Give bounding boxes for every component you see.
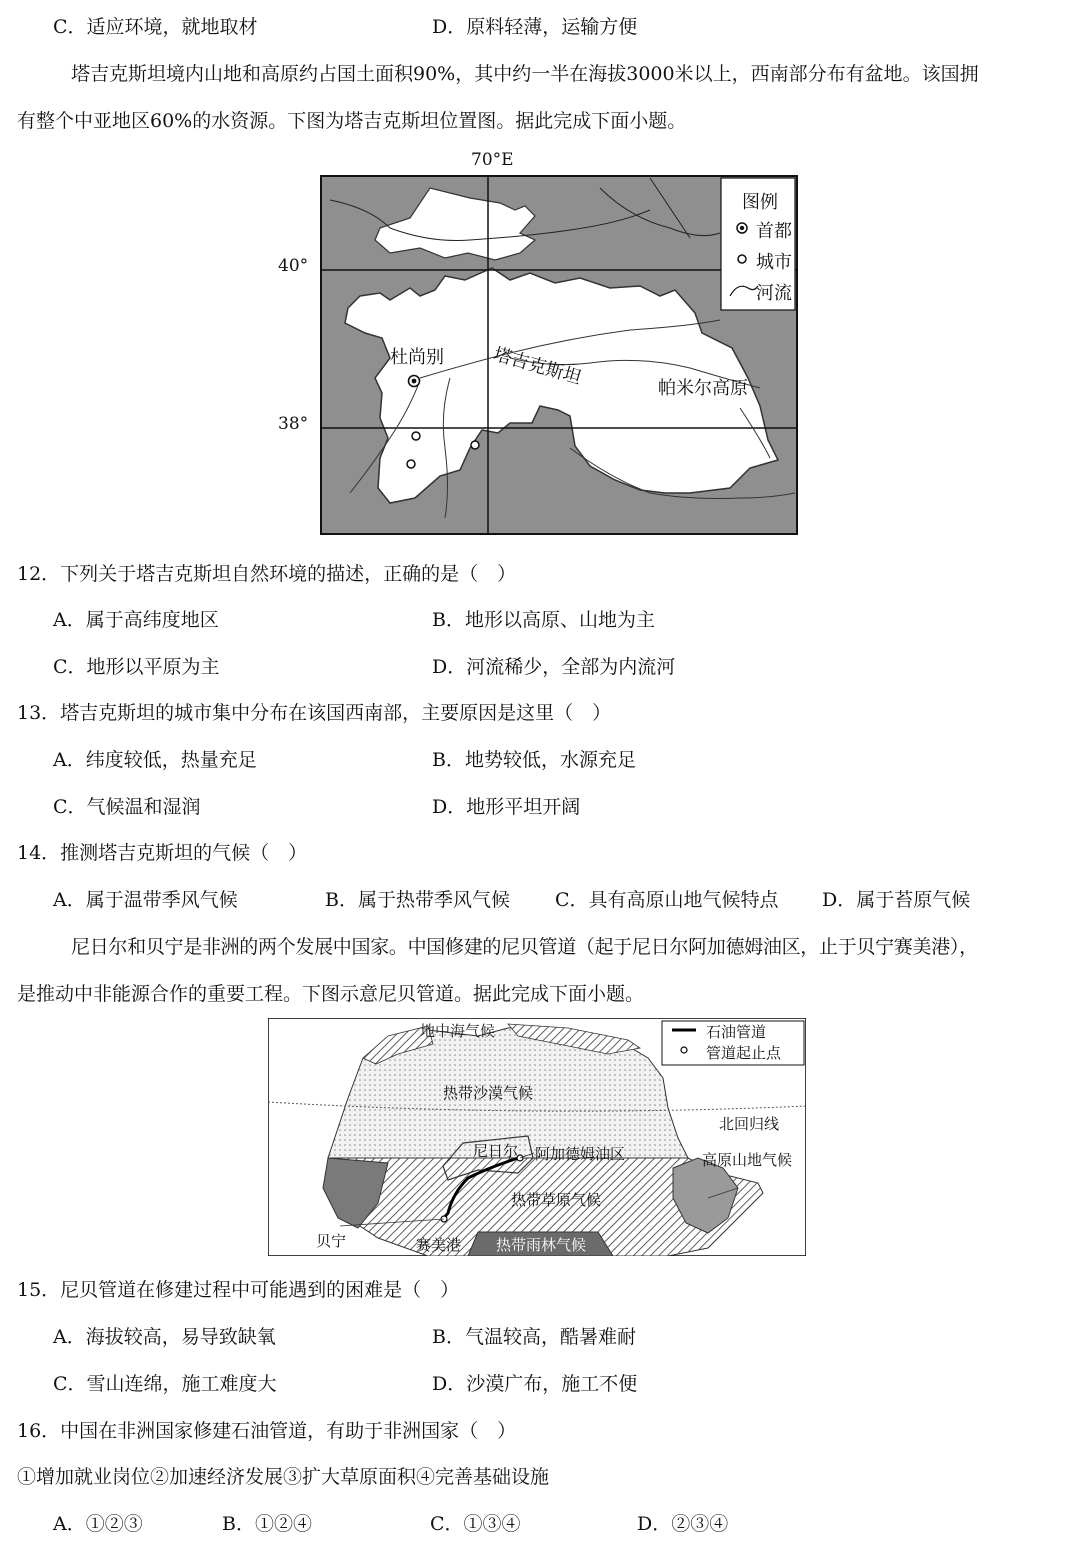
q13-stem: 13．塔吉克斯坦的城市集中分布在该国西南部，主要原因是这里（ ）: [17, 702, 612, 724]
q15-stem: 15．尼贝管道在修建过程中可能遇到的困难是（ ）: [17, 1279, 460, 1301]
map1-legend-city: 城市: [756, 252, 792, 273]
map2-legend-pipeline: 石油管道: [706, 1023, 767, 1041]
q14-option-d: D．属于苔原气候: [822, 889, 971, 911]
q15-option-a: A．海拔较高，易导致缺氧: [53, 1326, 276, 1348]
map1-lat-bottom: 38°: [278, 414, 309, 434]
q12-option-a: A．属于高纬度地区: [53, 609, 219, 631]
q12-option-d: D．河流稀少，全部为内流河: [432, 656, 676, 678]
map2-benin-label: 贝宁: [316, 1232, 347, 1250]
q12-option-b: B．地形以高原、山地为主: [432, 609, 655, 631]
map2-highland-label: 高原山地气候: [702, 1151, 793, 1169]
map1-legend-capital: 首都: [756, 221, 792, 242]
q16-items: ①增加就业岗位②加速经济发展③扩大草原面积④完善基础设施: [17, 1466, 550, 1488]
q14-option-a: A．属于温带季风气候: [53, 889, 238, 911]
q16-option-c: C．①③④: [430, 1513, 521, 1535]
map2-legend-point: 管道起止点: [706, 1044, 782, 1062]
africa-pipeline-map: [268, 1018, 806, 1256]
q15-option-d: D．沙漠广布，施工不便: [432, 1373, 638, 1395]
q14-option-b: B．属于热带季风气候: [325, 889, 510, 911]
q15-option-c: C．雪山连绵，施工难度大: [53, 1373, 277, 1395]
map1-legend-river: 河流: [756, 283, 792, 304]
passage2-line1: 尼日尔和贝宁是非洲的两个发展中国家。中国修建的尼贝管道（起于尼日尔阿加德姆油区，止于贝宁赛美港），: [71, 936, 978, 958]
q11-option-c: C．适应环境，就地取材: [53, 16, 258, 38]
q13-option-a: A．纬度较低，热量充足: [53, 749, 257, 771]
q12-option-c: C．地形以平原为主: [53, 656, 220, 678]
q14-stem: 14．推测塔吉克斯坦的气候（ ）: [17, 842, 308, 864]
map1-plateau-label: 帕米尔高原: [658, 378, 748, 399]
q16-option-b: B．①②④: [222, 1513, 312, 1535]
q14-option-c: C．具有高原山地气候特点: [555, 889, 779, 911]
passage1-line1: 塔吉克斯坦境内山地和高原约占国土面积90%，其中约一半在海拔3000米以上，西南部分布有盆地。该国拥: [71, 63, 979, 85]
map2-agadem-label: 阿加德姆油区: [535, 1145, 626, 1163]
q15-option-b: B．气温较高，酷暑难耐: [432, 1326, 636, 1348]
q13-option-b: B．地势较低，水源充足: [432, 749, 636, 771]
passage1-line2: 有整个中亚地区60%的水资源。下图为塔吉克斯坦位置图。据此完成下面小题。: [17, 110, 687, 132]
tajikistan-map: [270, 148, 810, 540]
map2-seme-label: 赛美港: [416, 1236, 462, 1254]
map2-rainforest-label: 热带雨林气候: [496, 1236, 587, 1254]
map2-mediterranean-label: 地中海气候: [420, 1022, 496, 1040]
q16-stem: 16．中国在非洲国家修建石油管道，有助于非洲国家（ ）: [17, 1420, 517, 1442]
q16-option-a: A．①②③: [53, 1513, 143, 1535]
map2-tropic-label: 北回归线: [719, 1115, 780, 1133]
map1-legend-title: 图例: [742, 192, 778, 213]
map1-country-label: 塔吉克斯坦: [491, 343, 584, 389]
q16-option-d: D．②③④: [637, 1513, 729, 1535]
map2-savanna-label: 热带草原气候: [511, 1191, 602, 1209]
map1-lat-top: 40°: [278, 256, 309, 276]
map2-desert-label: 热带沙漠气候: [443, 1084, 534, 1102]
map2-niger-label: 尼日尔: [473, 1142, 519, 1160]
q12-stem: 12．下列关于塔吉克斯坦自然环境的描述，正确的是（ ）: [17, 563, 517, 585]
map1-lon-label: 70°E: [471, 150, 514, 170]
q13-option-c: C．气候温和湿润: [53, 796, 201, 818]
map1-capital-label: 杜尚别: [390, 347, 444, 368]
passage2-line2: 是推动中非能源合作的重要工程。下图示意尼贝管道。据此完成下面小题。: [17, 983, 645, 1005]
q13-option-d: D．地形平坦开阔: [432, 796, 581, 818]
q11-option-d: D．原料轻薄，运输方便: [432, 16, 638, 38]
